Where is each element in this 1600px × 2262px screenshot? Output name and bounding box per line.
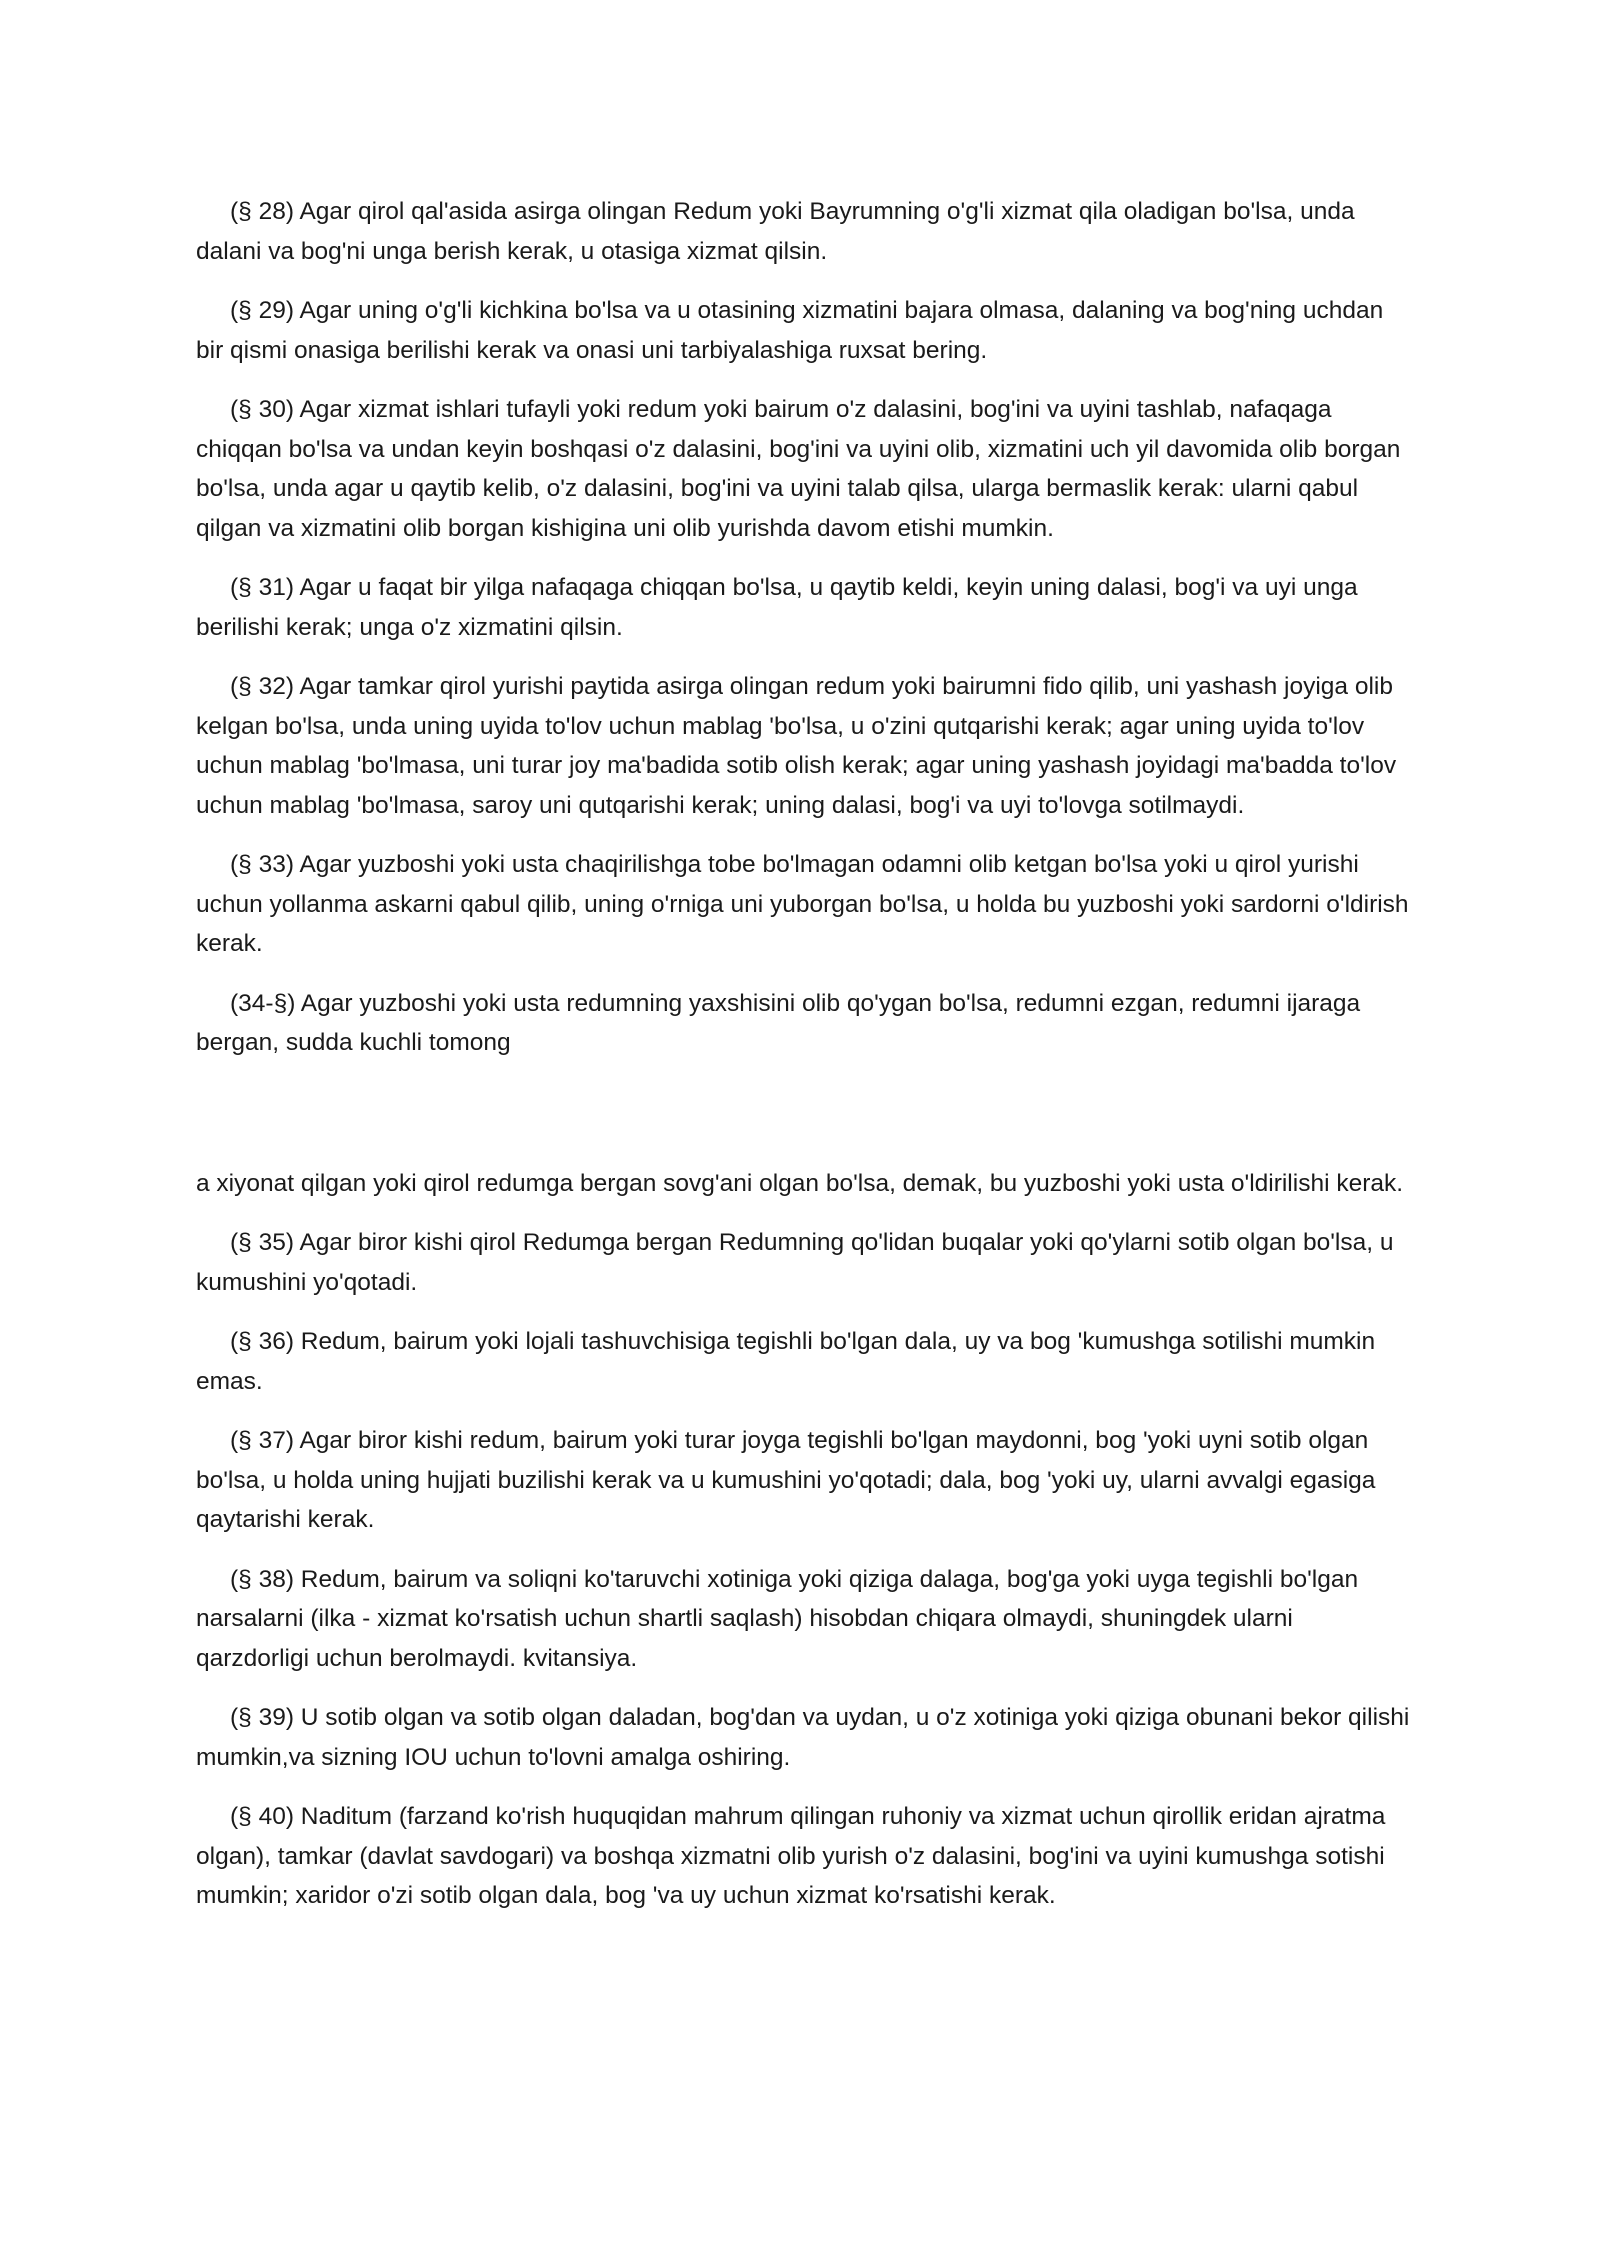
- paragraph-38: (§ 38) Redum, bairum va soliqni ko'taruvchi xotiniga yoki qiziga dalaga, bog'ga yoki uyga tegishli bo'lgan narsalarni (ilka - xizmat ko'rsatish uchun shartli saqlash) hisobdan chiqara olmaydi, shuningdek ularni qarzdorligi uchun berolmaydi. kvitansiya.: [196, 1565, 1359, 1672]
- paragraph-28: (§ 28) Agar qirol qal'asida asirga olingan Redum yoki Bayrumning o'g'li xizmat qila oladigan bo'lsa, unda dalani va bog'ni unga berish kerak, u otasiga xizmat qilsin.: [196, 198, 1355, 265]
- page-break-gap: [196, 1083, 1410, 1164]
- paragraph-31: (§ 31) Agar u faqat bir yilga nafaqaga chiqqan bo'lsa, u qaytib keldi, keyin uning dalasi, bog'i va uyi unga berilishi kerak; unga o'z xizmatini qilsin.: [196, 574, 1358, 641]
- paragraph-32: (§ 32) Agar tamkar qirol yurishi paytida asirga olingan redum yoki bairumni fido qilib, uni yashash joyiga olib kelgan bo'lsa, unda uning uyida to'lov uchun mablag 'bo'lsa, u o'zini qutqarishi kerak; agar uning uyida to'lov uchun mablag 'bo'lmasa, uni turar joy ma'badida sotib olish kerak; agar uning yashash joyidagi ma'badda to'lov uchun mablag 'bo'lmasa, saroy uni qutqarishi kerak; uning dalasi, bog'i va uyi to'lovga sotilmaydi.: [196, 673, 1397, 819]
- paragraph-35: (§ 35) Agar biror kishi qirol Redumga bergan Redumning qo'lidan buqalar yoki qo'ylarni sotib olgan bo'lsa, u kumushini yo'qotadi.: [196, 1229, 1394, 1296]
- paragraph-36: (§ 36) Redum, bairum yoki lojali tashuvchisiga tegishli bo'lgan dala, uy va bog 'kumushga sotilishi mumkin emas.: [196, 1328, 1376, 1395]
- paragraph-37: (§ 37) Agar biror kishi redum, bairum yoki turar joyga tegishli bo'lgan maydonni, bog 'yoki uyni sotib olgan bo'lsa, u holda uning hujjati buzilishi kerak va u kumushini yo'qotadi; dala, bog 'yoki uy, ularni avvalgi egasiga qaytarishi kerak.: [196, 1427, 1376, 1533]
- paragraph-33: (§ 33) Agar yuzboshi yoki usta chaqirilishga tobe bo'lmagan odamni olib ketgan bo'lsa yoki u qirol yurishi uchun yollanma askarni qabul qilib, uning o'rniga uni yuborgan bo'lsa, u holda bu yuzboshi yoki sardorni o'ldirish kerak.: [196, 851, 1409, 957]
- paragraph-40: (§ 40) Naditum (farzand ko'rish huquqidan mahrum qilingan ruhoniy va xizmat uchun qirollik eridan ajratma olgan), tamkar (davlat savdogari) va boshqa xizmatni olib yurish o'z dalasini, bog'ini va uyini kumushga sotishi mumkin; xaridor o'zi sotib olgan dala, bog 'va uy uchun xizmat ko'rsatishi kerak.: [196, 1803, 1386, 1909]
- paragraph-39: (§ 39) U sotib olgan va sotib olgan daladan, bog'dan va uydan, u o'z xotiniga yoki qiziga obunani bekor qilishi mumkin,va sizning IOU uchun to'lovni amalga oshiring.: [196, 1704, 1410, 1771]
- paragraph-30: (§ 30) Agar xizmat ishlari tufayli yoki redum yoki bairum o'z dalasini, bog'ini va uyini tashlab, nafaqaga chiqqan bo'lsa va undan keyin boshqasi o'z dalasini, bog'ini va uyini olib, xizmatini uch yil davomida olib borgan bo'lsa, unda agar u qaytib kelib, o'z dalasini, bog'ini va uyini talab qilsa, ularga bermaslik kerak: ularni qabul qilgan va xizmatini olib borgan kishigina uni olib yurishda davom etishi mumkin.: [196, 396, 1401, 542]
- paragraph-34-continuation: a xiyonat qilgan yoki qirol redumga bergan sovg'ani olgan bo'lsa, demak, bu yuzboshi yoki usta o'ldirilishi kerak.: [196, 1169, 1404, 1197]
- paragraph-29: (§ 29) Agar uning o'g'li kichkina bo'lsa va u otasining xizmatini bajara olmasa, dalaning va bog'ning uchdan bir qismi onasiga berilishi kerak va onasi uni tarbiyalashiga ruxsat bering.: [196, 297, 1384, 364]
- paragraph-34: (34-§) Agar yuzboshi yoki usta redumning yaxshisini olib qo'ygan bo'lsa, redumni ezgan, redumni ijaraga bergan, sudda kuchli tomong: [196, 989, 1361, 1056]
